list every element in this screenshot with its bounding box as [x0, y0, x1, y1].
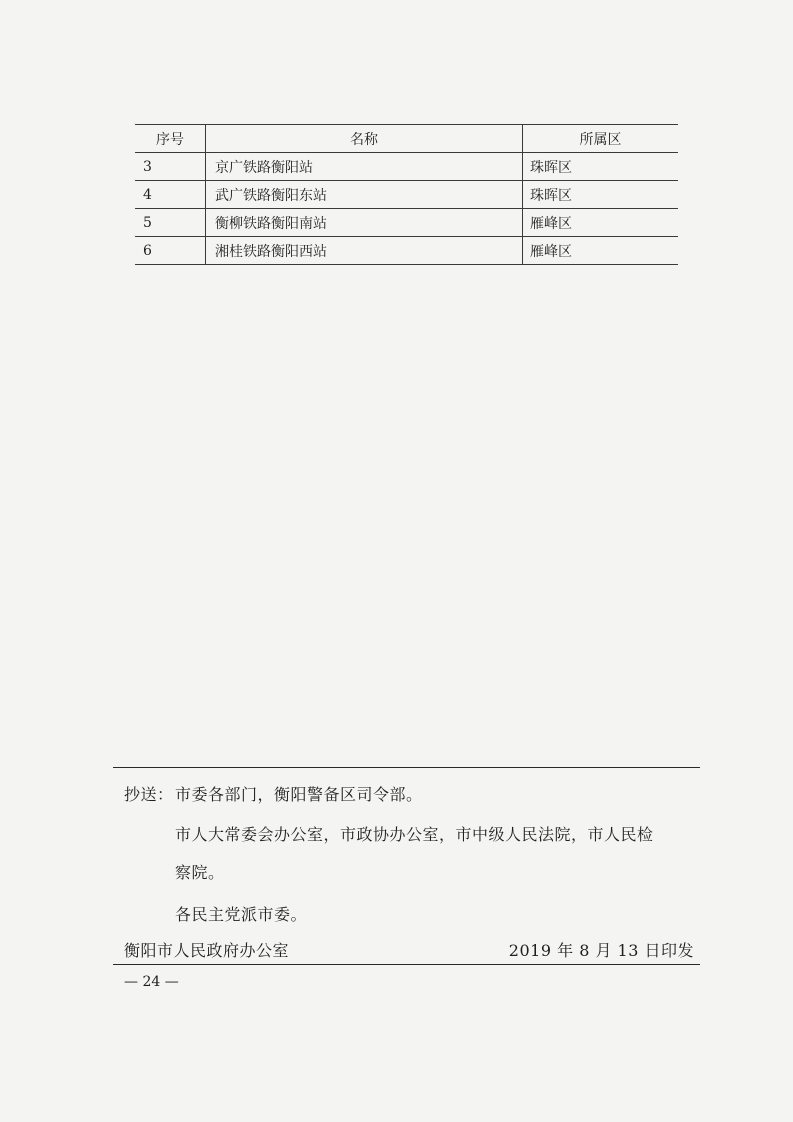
- cc-recipients-line-1: 市委各部门，衡阳警备区司令部。: [175, 785, 423, 804]
- row-district: 雁峰区: [523, 237, 679, 265]
- row-name: 湘桂铁路衡阳西站: [206, 237, 523, 265]
- table-row: [135, 181, 678, 209]
- table-row: [135, 209, 678, 237]
- cc-recipients-line-2: 市人大常委会办公室，市政协办公室，市中级人民法院，市人民检: [175, 825, 654, 844]
- row-number: 6: [135, 237, 206, 265]
- row-district: 雁峰区: [523, 209, 679, 237]
- station-table: [135, 124, 678, 265]
- table-row: [135, 153, 678, 181]
- issue-date: 2019 年 8 月 13 日印发: [508, 941, 694, 960]
- row-number: 4: [135, 181, 206, 209]
- row-name: 武广铁路衡阳东站: [206, 181, 523, 209]
- row-district: 珠晖区: [523, 181, 679, 209]
- table-header-row: [135, 125, 678, 153]
- cc-recipients-line-4: 各民主党派市委。: [175, 905, 308, 924]
- row-number: 5: [135, 209, 206, 237]
- column-header-number: 序号: [135, 125, 206, 153]
- cc-label: 抄送：: [124, 785, 174, 804]
- cc-recipients-line-3: 察院。: [175, 863, 225, 882]
- footer-top-rule: [113, 767, 700, 768]
- page-number: — 24 —: [124, 974, 179, 990]
- footer-bottom-rule: [113, 964, 700, 965]
- issuing-office: 衡阳市人民政府办公室: [124, 941, 290, 960]
- row-number: 3: [135, 153, 206, 181]
- row-name: 衡柳铁路衡阳南站: [206, 209, 523, 237]
- column-header-district: 所属区: [523, 125, 679, 153]
- row-name: 京广铁路衡阳站: [206, 153, 523, 181]
- row-district: 珠晖区: [523, 153, 679, 181]
- table-row: [135, 237, 678, 265]
- column-header-name: 名称: [206, 125, 523, 153]
